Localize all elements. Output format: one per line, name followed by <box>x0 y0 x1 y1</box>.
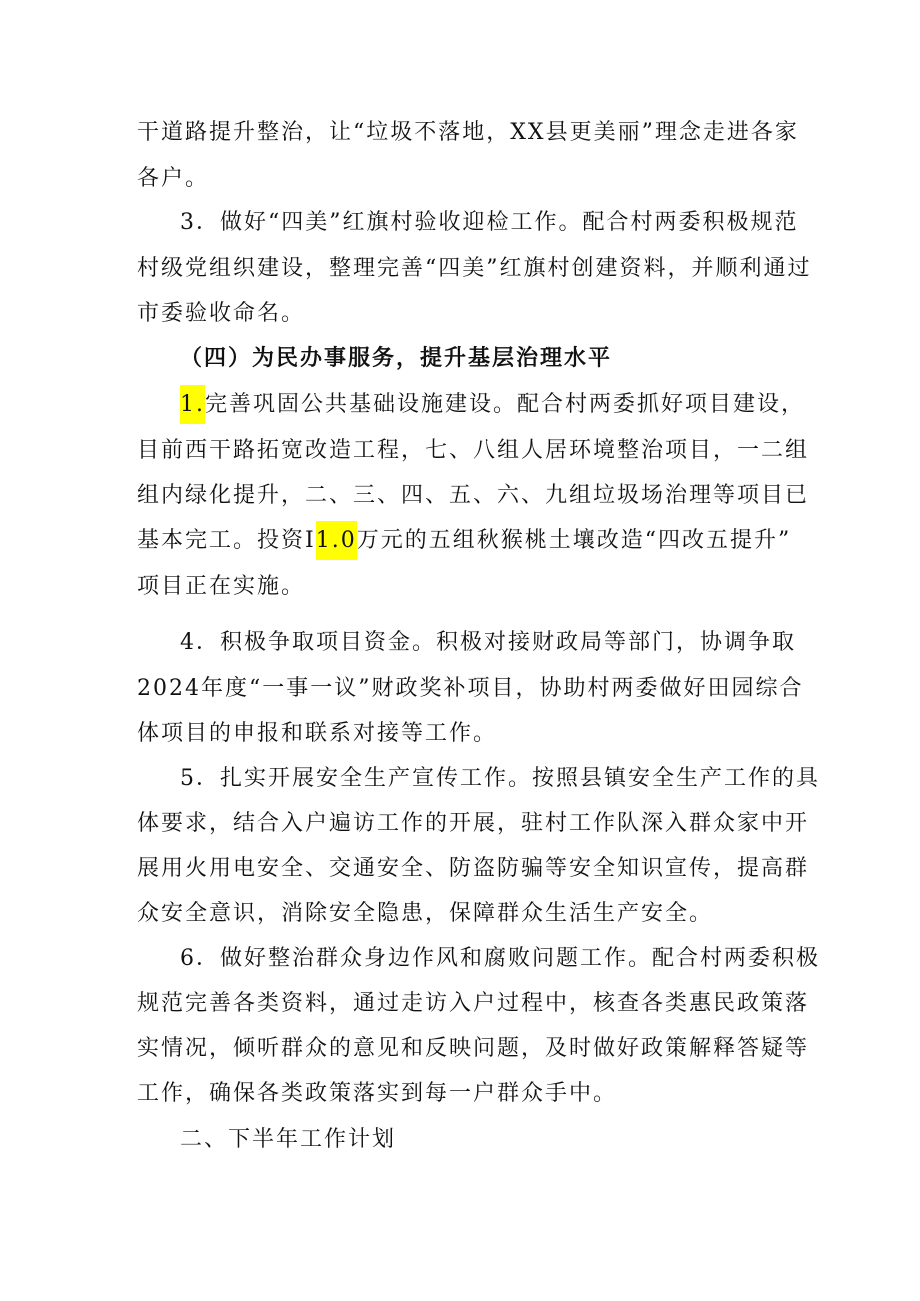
paragraph-line: 体项目的申报和联系对接等工作。 <box>137 721 498 746</box>
paragraph-line: 项目正在实施。 <box>137 574 306 599</box>
paragraph-line: 村级党组织建设，整理完善“四美”红旗村创建资料，并顺利通过 <box>137 256 812 281</box>
section-heading: （四）为民办事服务，提升基层治理水平 <box>180 345 613 371</box>
paragraph-line: 工作，确保各类政策落实到每一户群众手中。 <box>137 1081 618 1106</box>
paragraph-line <box>180 391 805 419</box>
paragraph-line: 各户。 <box>137 166 210 191</box>
paragraph-text: 万元的五组秋猴桃土壤改造“四改五提升” <box>356 528 792 553</box>
paragraph-line: 众安全意识，消除安全隐患，保障群众生活生产安全。 <box>137 901 714 926</box>
paragraph-line: 干道路提升整治，让“垃圾不落地，XX县更美丽”理念走进各家 <box>137 120 799 145</box>
paragraph-line: 展用火用电安全、交通安全、防盗防骗等安全知识宣传，提高群 <box>137 856 810 881</box>
paragraph-line: 规范完善各类资料，通过走访入户过程中，核查各类惠民政策落 <box>137 991 810 1016</box>
highlighted-item-number: 1. <box>180 385 205 424</box>
highlighted-investment-value: 1.0 <box>316 521 357 560</box>
paragraph-line: 4．积极争取项目资金。积极对接财政局等部门，协调争取 <box>180 630 796 655</box>
paragraph-text: 基本完工。投资 <box>137 528 306 553</box>
paragraph-line: 体要求，结合入户遍访工作的开展，驻村工作队深入群众家中开 <box>137 811 810 836</box>
paragraph-text: 完善巩固公共基础设施建设。配合村两委抓好项目建设， <box>205 392 806 417</box>
section-heading: 二、下半年工作计划 <box>180 1127 397 1152</box>
paragraph-line: 目前西干路拓宽改造工程，七、八组人居环境整治项目，一二组 <box>137 438 810 463</box>
investment-prefix: I <box>305 528 316 553</box>
paragraph-line <box>137 527 791 555</box>
paragraph-line: 6．做好整治群众身边作风和腐败问题工作。配合村两委积极 <box>180 946 820 971</box>
paragraph-line: 市委验收命名。 <box>137 301 306 326</box>
paragraph-line: 组内绿化提升，二、三、四、五、六、九组垃圾场治理等项目已 <box>137 483 810 508</box>
paragraph-line: 实情况，倾听群众的意见和反映问题，及时做好政策解释答疑等 <box>137 1036 810 1061</box>
paragraph-line: 2024年度“一事一议”财政奖补项目，协助村两委做好田园综合 <box>137 676 804 701</box>
paragraph-line: 3．做好“四美”红旗村验收迎检工作。配合村两委积极规范 <box>180 210 799 235</box>
paragraph-line: 5．扎实开展安全生产宣传工作。按照县镇安全生产工作的具 <box>180 766 820 791</box>
